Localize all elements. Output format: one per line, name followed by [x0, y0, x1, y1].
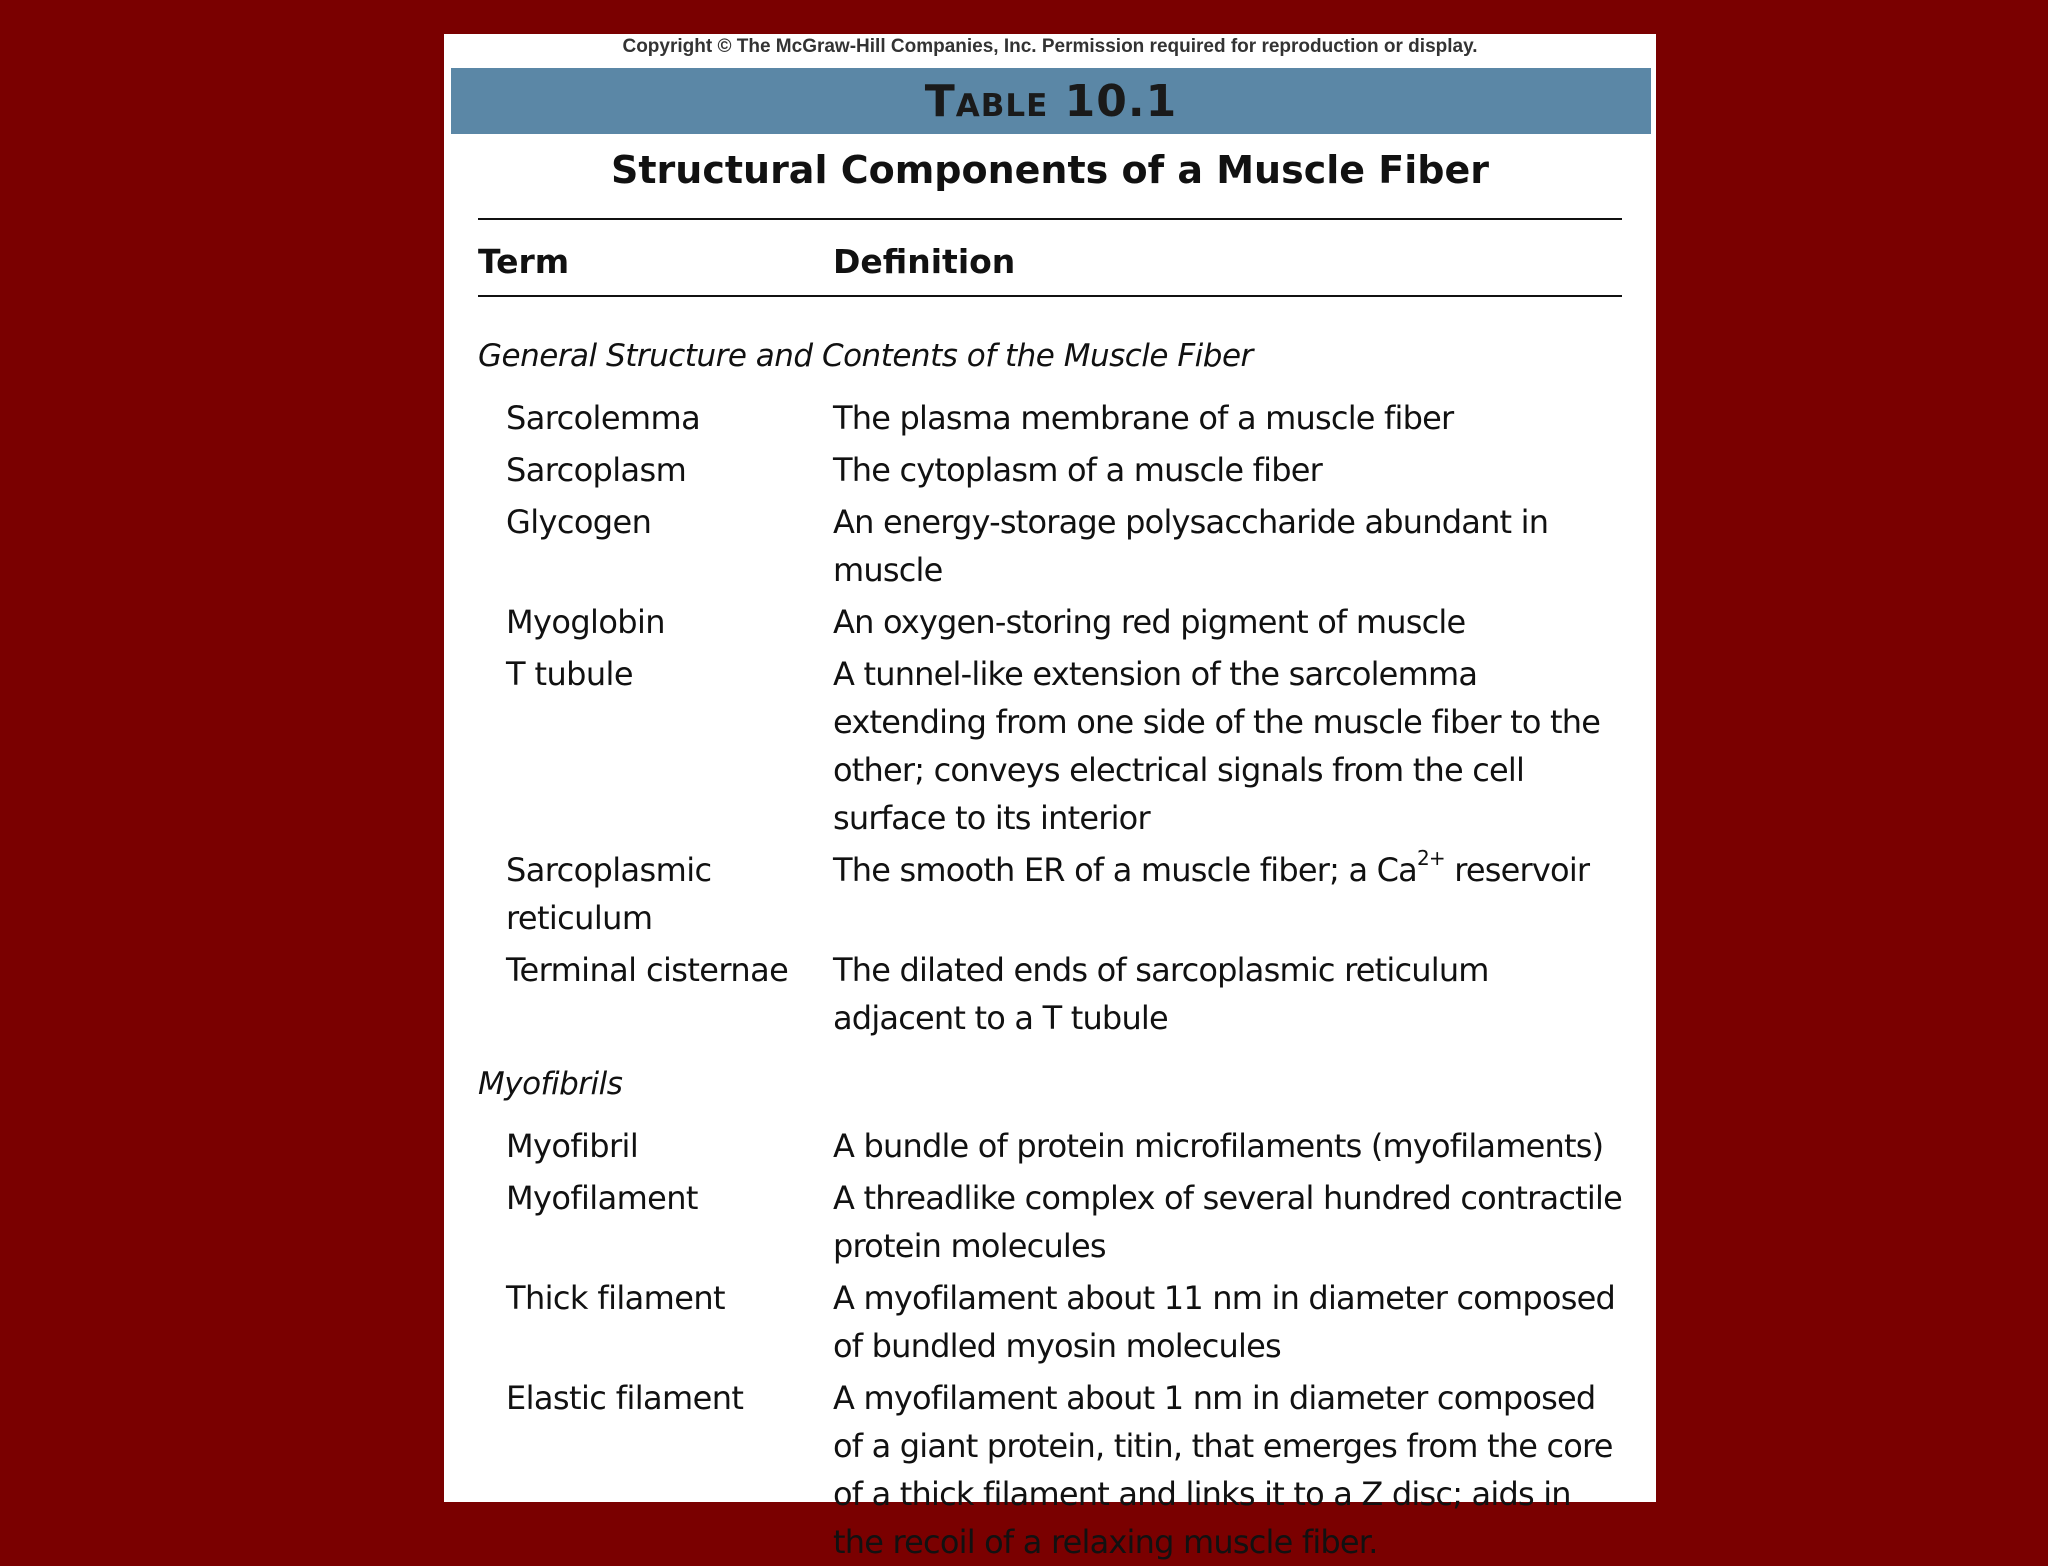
table-row [478, 394, 1628, 442]
table-row [478, 650, 1628, 842]
table-slide [444, 34, 1656, 1561]
table-row [478, 446, 1628, 494]
definition-cell: A tunnel-like extension of the sarcolemma extending from one side of the muscle fiber to the other; conveys electrical signals from the cell surface to its interior [833, 655, 1601, 837]
term-cell: Elastic filament [506, 1379, 744, 1417]
definition-cell: The plasma membrane of a muscle fiber [833, 399, 1454, 437]
term-cell: T tubule [506, 655, 633, 693]
definition-cell [833, 846, 1623, 894]
definition-cell: An oxygen-storing red pigment of muscle [833, 603, 1466, 641]
definition-text-tail: reservoir [1444, 851, 1590, 889]
table-row [478, 846, 1628, 942]
definition-cell: An energy-storage polysaccharide abundant in muscle [833, 503, 1549, 589]
table-row [478, 946, 1628, 1042]
definition-cell: A threadlike complex of several hundred contractile protein molecules [833, 1179, 1622, 1265]
table-row [478, 598, 1628, 646]
header-rule [478, 295, 1622, 297]
term-cell: Myofilament [506, 1179, 698, 1217]
definition-text: The smooth ER of a muscle fiber; a Ca [833, 851, 1417, 889]
term-cell: Myoglobin [506, 603, 665, 641]
definition-cell: The cytoplasm of a muscle fiber [833, 451, 1322, 489]
section-heading: Myofibrils [478, 1066, 623, 1102]
table-row [478, 498, 1628, 594]
definition-cell: The dilated ends of sarcoplasmic reticulum adjacent to a T tubule [833, 951, 1489, 1037]
table-title: Structural Components of a Muscle Fiber [611, 148, 1489, 192]
column-header-term: Term [478, 242, 570, 281]
table-body [478, 302, 1628, 1566]
term-cell: Thick filament [506, 1279, 725, 1317]
table-number-banner [451, 68, 1651, 134]
section-heading: General Structure and Contents of the Muscle Fiber [478, 338, 1253, 374]
table-row [478, 1174, 1628, 1270]
definition-cell: A myofilament about 1 nm in diameter composed of a giant protein, titin, that emerges from the core of a thick filament and links it to a Z disc; aids in the recoil of a relaxing muscle fiber. [833, 1379, 1613, 1561]
definition-cell: A myofilament about 11 nm in diameter composed of bundled myosin molecules [833, 1279, 1615, 1365]
table-number: Table 10.1 [924, 75, 1178, 127]
definition-cell: A bundle of protein microfilaments (myofilaments) [833, 1127, 1604, 1165]
term-cell: Glycogen [506, 503, 652, 541]
table-row [478, 1374, 1628, 1566]
top-rule [478, 218, 1622, 220]
term-cell: Sarcoplasm [506, 451, 687, 489]
superscript: 2+ [1416, 846, 1445, 871]
copyright-notice: Copyright © The McGraw-Hill Companies, Inc. Permission required for reproduction or display. [622, 36, 1478, 57]
term-cell: Sarcolemma [506, 399, 701, 437]
table-row [478, 1122, 1628, 1170]
column-header-definition: Definition [833, 242, 1016, 281]
term-cell: Myofibril [506, 1127, 639, 1165]
table-row [478, 1274, 1628, 1370]
term-cell: Terminal cisternae [506, 951, 789, 989]
term-cell: Sarcoplasmic reticulum [506, 851, 712, 937]
